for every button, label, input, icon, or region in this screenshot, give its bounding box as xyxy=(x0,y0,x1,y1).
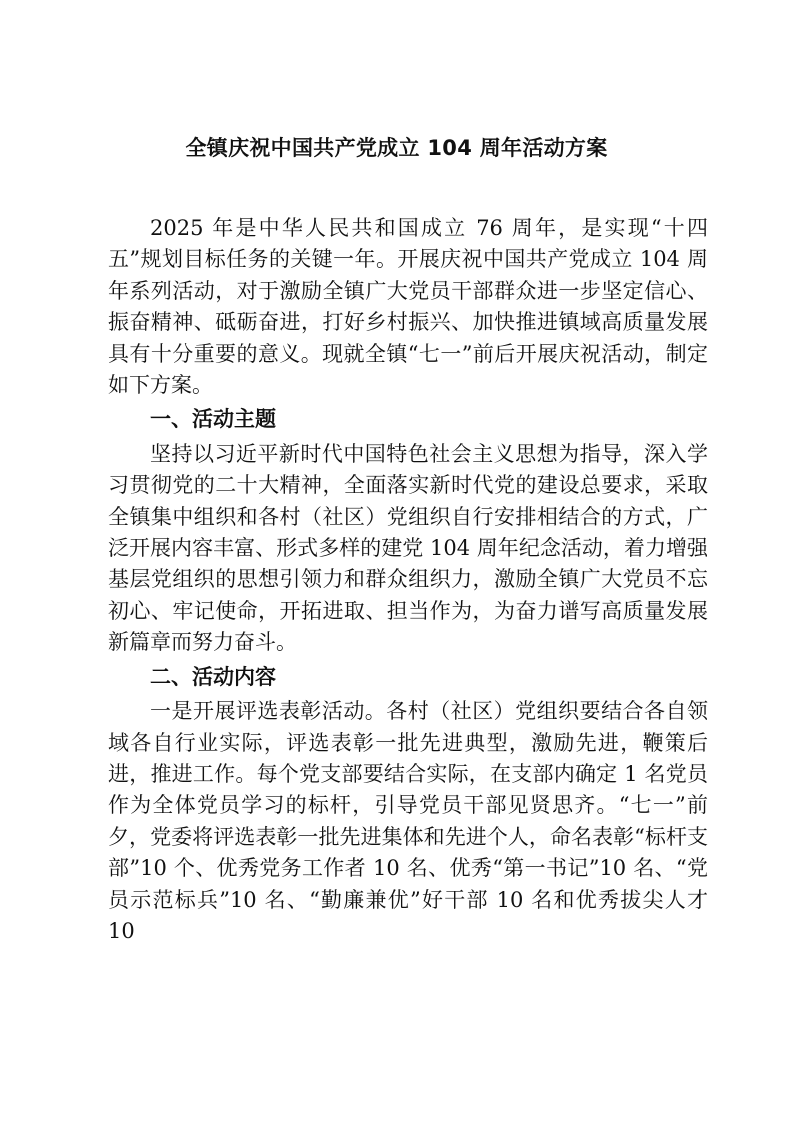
section-heading-theme: 一、活动主题 xyxy=(150,407,276,432)
section-heading-content: 二、活动内容 xyxy=(150,664,276,689)
document-body xyxy=(108,213,708,947)
section-paragraph-theme: 坚持以习近平新时代中国特色社会主义思想为指导，深入学习贯彻党的二十大精神，全面落实新时代党的建设总要求，采取全镇集中组织和各村（社区）党组织自行安排相结合的方式，广泛开展内容丰富、形式多样的建党 104 周年纪念活动，着力增强基层党组织的思想引领力和群众组织力，激励全镇广大党员不忘初心、牢记使命，开拓进取、担当作为，为奋力谱写高质量发展新篇章而努力奋斗。 xyxy=(108,441,708,655)
document-title: 全镇庆祝中国共产党成立 104 周年活动方案 xyxy=(185,136,608,160)
section-paragraph-content: 一是开展评选表彰活动。各村（社区）党组织要结合各自领域各自行业实际，评选表彰一批先进典型，激励先进，鞭策后进，推进工作。每个党支部要结合实际，在支部内确定 1 名党员作为全体党员学习的标杆，引导党员干部见贤思齐。“七一”前夕，党委将评选表彰一批先进集体和先进个人，命名表彰“标杆支部”10 个、优秀党务工作者 10 名、优秀“第一书记”10 名、“党员示范标兵”10 名、“勤廉兼优”好干部 10 名和优秀拔尖人才 10 xyxy=(108,699,708,943)
intro-paragraph: 2025 年是中华人民共和国成立 76 周年，是实现“十四五”规划目标任务的关键一年。开展庆祝中国共产党成立 104 周年系列活动，对于激励全镇广大党员干部群众进一步坚定信心、振奋精神、砥砺奋进，打好乡村振兴、加快推进镇域高质量发展具有十分重要的意义。现就全镇“七一”前后开展庆祝活动，制定如下方案。 xyxy=(108,216,708,398)
